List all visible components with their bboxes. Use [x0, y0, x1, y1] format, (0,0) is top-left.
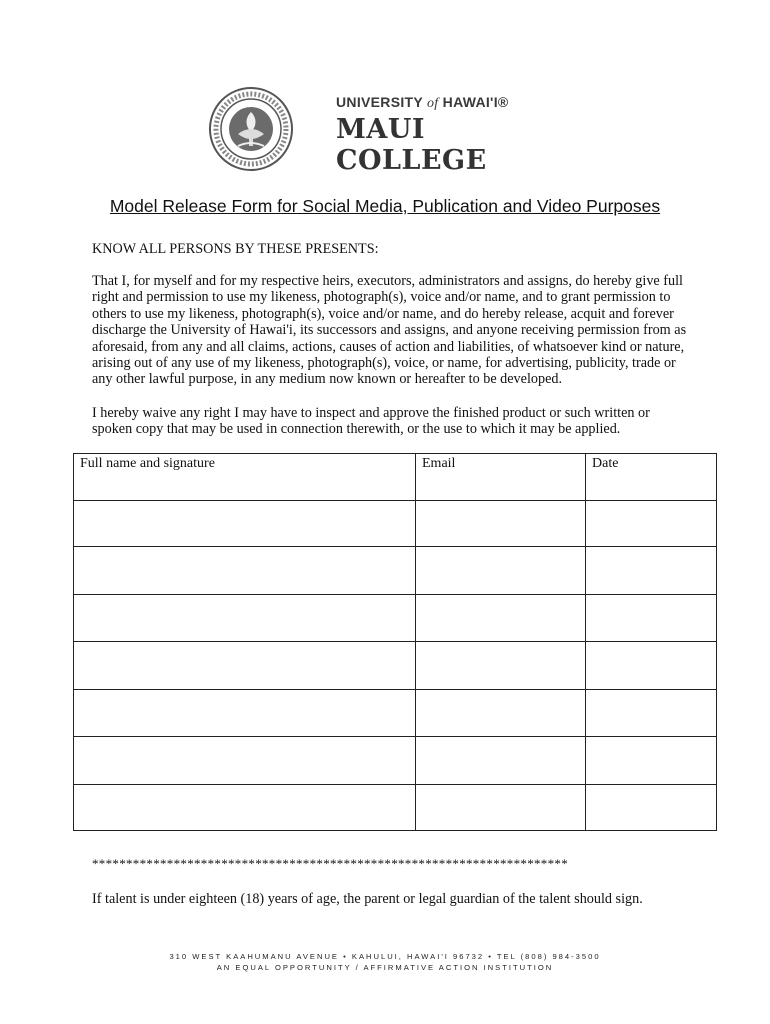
- college-logo: [208, 86, 528, 174]
- name-cell[interactable]: [74, 547, 416, 595]
- email-cell[interactable]: [416, 501, 586, 547]
- signature-table: [73, 453, 717, 831]
- separator-line: **********************************************************************: [92, 856, 568, 871]
- date-cell[interactable]: [586, 642, 717, 690]
- date-cell[interactable]: [586, 501, 717, 547]
- intro-text: KNOW ALL PERSONS BY THESE PRESENTS:: [92, 241, 379, 257]
- name-cell[interactable]: [74, 737, 416, 785]
- name-cell[interactable]: [74, 642, 416, 690]
- column-header-name: [74, 454, 416, 501]
- table-row: [74, 785, 717, 831]
- release-paragraph: That I, for myself and for my respective heirs, executors, administrators and assigns, do hereby give full right and permission to use my likeness, photograph(s), voice and/or name, and to grant permission to others to use my likeness, photograph(s), voice and/or name, and do hereby release, acquit and forever discharge the University of Hawai'i, its successors and assigns, and anyone receiving permission from as aforesaid, from any and all claims, actions, causes of action and liabilities, of whatsoever kind or nature, arising out of any use of my likeness, photograph(s), voice, or name, for advertising, publicity, trade or any other lawful purpose, in any medium now known or hereafter to be developed.: [92, 273, 687, 388]
- date-cell[interactable]: [586, 547, 717, 595]
- table-row: [74, 547, 717, 595]
- email-cell[interactable]: [416, 737, 586, 785]
- column-header-name-label: Full name and signature: [80, 456, 215, 471]
- table-header-row: [74, 454, 717, 501]
- logo-university-of: of: [426, 96, 439, 111]
- table-row: [74, 737, 717, 785]
- logo-university-prefix: UNIVERSITY: [336, 94, 423, 110]
- name-cell[interactable]: [74, 595, 416, 642]
- table-row: [74, 595, 717, 642]
- date-cell[interactable]: [586, 595, 717, 642]
- guardian-note: If talent is under eighteen (18) years of age, the parent or legal guardian of the talent should sign.: [92, 891, 643, 907]
- date-cell[interactable]: [586, 785, 717, 831]
- footer-tagline: AN EQUAL OPPORTUNITY / AFFIRMATIVE ACTION INSTITUTION: [216, 963, 554, 972]
- logo-university-line: [336, 94, 528, 112]
- form-title: Model Release Form for Social Media, Publication and Video Purposes: [109, 196, 661, 216]
- signature-rows: [74, 501, 717, 831]
- name-cell[interactable]: [74, 785, 416, 831]
- column-header-date: [586, 454, 717, 501]
- email-cell[interactable]: [416, 547, 586, 595]
- column-header-date-label: Date: [592, 456, 619, 471]
- waiver-paragraph: I hereby waive any right I may have to inspect and approve the finished product or such written or spoken copy that may be used in connection therewith, or the use to which it may be applied.: [92, 405, 650, 438]
- table-row: [74, 501, 717, 547]
- table-row: [74, 690, 717, 737]
- table-row: [74, 642, 717, 690]
- date-cell[interactable]: [586, 737, 717, 785]
- logo-university-suffix: HAWAI'I®: [442, 94, 509, 110]
- email-cell[interactable]: [416, 785, 586, 831]
- email-cell[interactable]: [416, 595, 586, 642]
- logo-wordmark: [336, 94, 528, 176]
- column-header-email: [416, 454, 586, 501]
- name-cell[interactable]: [74, 501, 416, 547]
- university-seal-icon: [208, 86, 294, 172]
- footer-address: 310 WEST KAAHUMANU AVENUE • KAHULUI, HAWAI'I 96732 • TEL (808) 984-3500: [169, 952, 601, 961]
- email-cell[interactable]: [416, 690, 586, 737]
- date-cell[interactable]: [586, 690, 717, 737]
- column-header-email-label: Email: [422, 456, 456, 471]
- name-cell[interactable]: [74, 690, 416, 737]
- email-cell[interactable]: [416, 642, 586, 690]
- logo-college-name: MAUI COLLEGE: [336, 114, 487, 176]
